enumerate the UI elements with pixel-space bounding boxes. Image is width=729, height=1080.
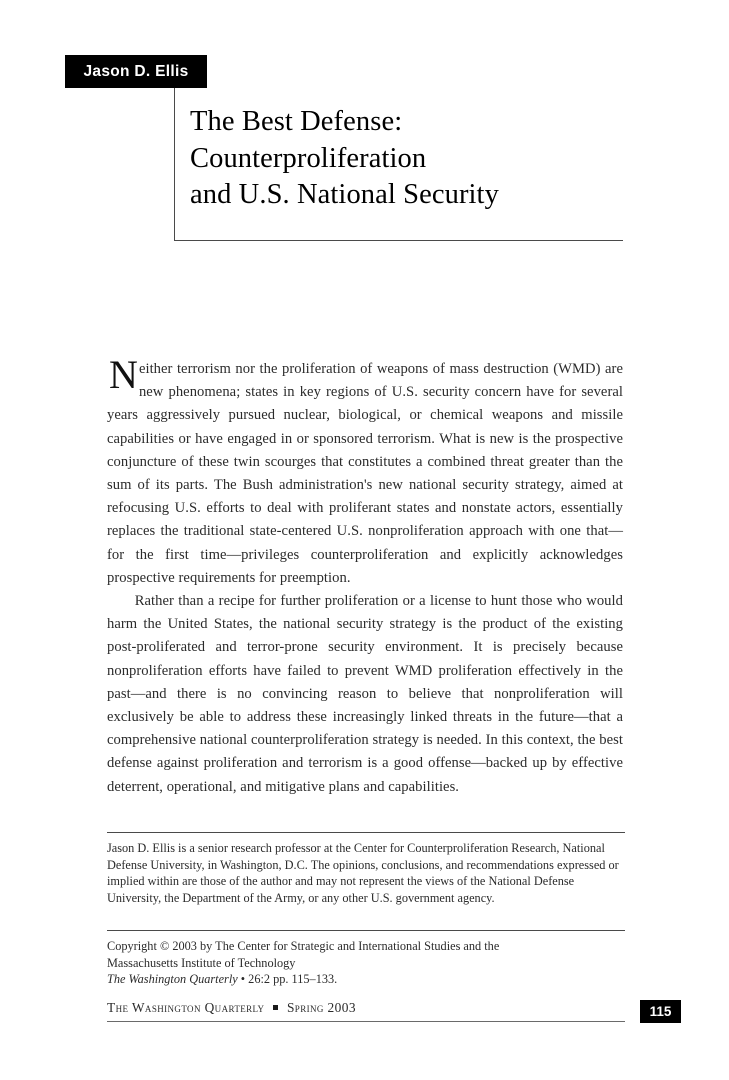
footer-issue: Spring 2003 — [286, 1000, 356, 1015]
footer-running-head — [107, 1000, 356, 1016]
body-paragraph-2: Rather than a recipe for further proliferation or a license to hunt those who would harm the United States, the national security strategy is the product of the existing post-proliferated and terror-prone security environment. It is precisely because nonproliferation efforts have failed to prevent WMD proliferation effectively in the past—and there is no convincing reason to believe that nonproliferation will exclusively be able to address these increasingly linked threats in the future—that a comprehensive national counterproliferation strategy is needed. In this context, the best defense against proliferation and terrorism is a good offense—backed up by effective deterrent, operational, and mitigative plans and capabilities. — [107, 593, 623, 795]
title-horizontal-rule — [174, 240, 623, 241]
square-separator-icon — [273, 1005, 278, 1010]
title-line-2: Counterproliferation — [190, 142, 427, 174]
title-line-1: The Best Defense: — [190, 106, 403, 137]
copyright-line-1: Copyright © 2003 by The Center for Strategic and International Studies and the — [107, 939, 500, 953]
author-bio-note — [107, 840, 627, 906]
journal-citation-rest: • 26:2 pp. 115–133. — [237, 972, 338, 987]
page-number-text: 115 — [649, 1004, 672, 1019]
author-name: Jason D. Ellis — [83, 62, 189, 80]
copyright-line-2: Massachusetts Institute of Technology — [107, 955, 296, 970]
footnote-rule-bottom — [107, 930, 625, 931]
body-paragraph-1-text: either terrorism nor the proliferation of weapons of mass destruction (WMD) are new phenomena; states in key regions of U.S. security concern have for several years aggressively pursued nuclear, biological, or chemical weapons and missile capabilities or have engaged in or sponsored terrorism. What is new is the prospective conjuncture of these twin scourges that constitutes a combined threat greater than the sum of its parts. The Bush administration's new national security strategy, aimed at refocusing U.S. efforts to deal with proliferant states and nonstate actors, essentially replaces the traditional state-centered U.S. nonproliferation approach with one that—for the first time—privileges counterproliferation and explicitly acknowledges prospective requirements for preemption. — [107, 361, 623, 586]
article-body — [107, 352, 623, 799]
author-bio-text: Jason D. Ellis is a senior research professor at the Center for Counterproliferation Research, National Defense University, in Washington, D.C. The opinions, conclusions, and recommendations expressed or implied within are those of the author and may not represent the views of the National Defense University, the Department of the Army, or any other U.S. government agency. — [107, 841, 619, 905]
footer-rule — [107, 1021, 625, 1022]
drop-cap: N — [109, 352, 138, 397]
body-paragraph-1 — [107, 352, 623, 590]
title-vertical-rule — [174, 88, 175, 240]
page-number-badge — [640, 1000, 681, 1023]
copyright-note — [107, 938, 627, 988]
title-line-3: and U.S. National Security — [190, 179, 499, 210]
author-tag — [65, 55, 207, 88]
journal-citation — [107, 971, 627, 988]
journal-title-italic: The Washington Quarterly — [107, 972, 238, 987]
footer-journal-name: The Washington Quarterly — [107, 1000, 265, 1015]
page-title — [190, 104, 630, 214]
footnote-rule-top — [107, 832, 625, 833]
